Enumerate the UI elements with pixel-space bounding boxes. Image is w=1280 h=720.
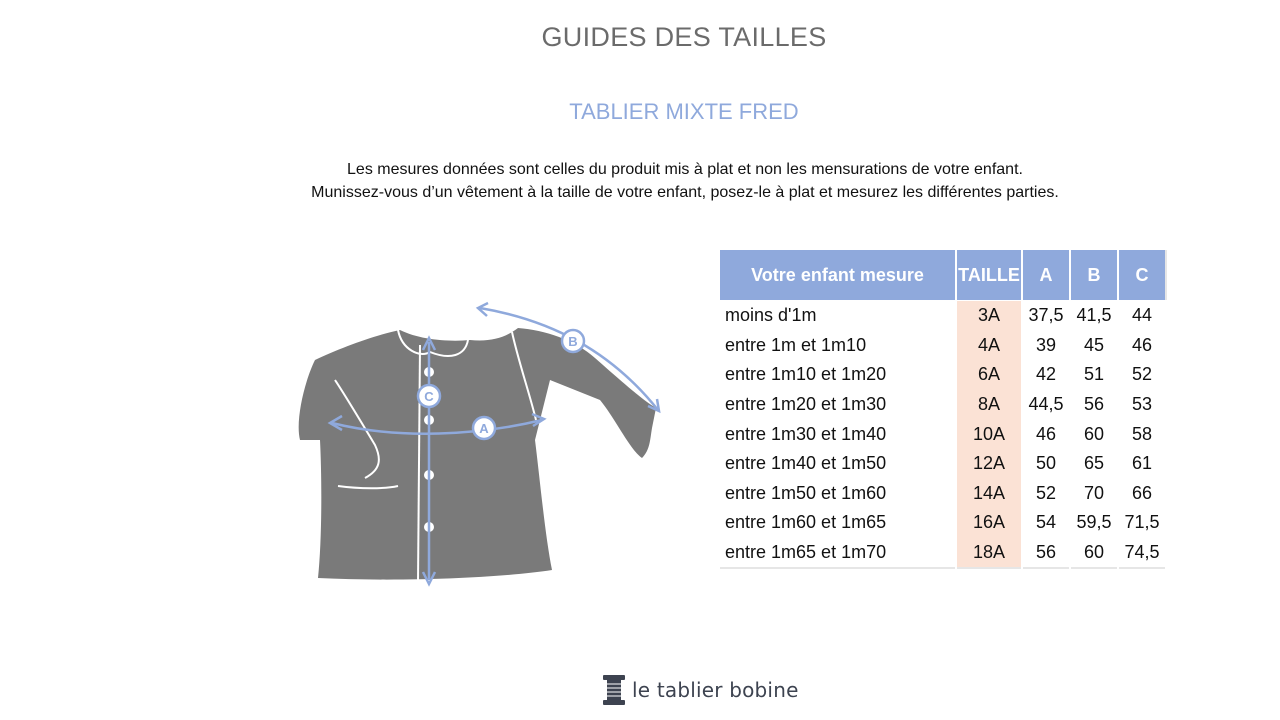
row-b: 41,5 (1070, 301, 1118, 331)
row-c: 53 (1118, 390, 1166, 420)
table-row (720, 449, 1166, 479)
row-a: 50 (1022, 449, 1070, 479)
row-label: moins d'1m (720, 301, 956, 331)
table-row (720, 331, 1166, 361)
row-taille: 4A (956, 331, 1022, 361)
table-row (720, 301, 1166, 331)
row-a: 46 (1022, 419, 1070, 449)
row-a: 37,5 (1022, 301, 1070, 331)
row-a: 44,5 (1022, 390, 1070, 420)
header-c: C (1118, 250, 1166, 301)
table-row (720, 479, 1166, 509)
intro-line-2: Munissez-vous d’un vêtement à la taille de votre enfant, posez-le à plat et mesurez les différentes parties. (311, 184, 1059, 201)
row-b: 59,5 (1070, 508, 1118, 538)
row-c: 61 (1118, 449, 1166, 479)
row-taille: 14A (956, 479, 1022, 509)
row-b: 56 (1070, 390, 1118, 420)
row-a: 54 (1022, 508, 1070, 538)
garment-diagram (290, 300, 670, 590)
row-a: 39 (1022, 331, 1070, 361)
table-header-row (720, 250, 1166, 301)
header-measure: Votre enfant mesure (720, 250, 956, 301)
row-c: 66 (1118, 479, 1166, 509)
row-taille: 6A (956, 360, 1022, 390)
row-a: 56 (1022, 538, 1070, 569)
row-c: 71,5 (1118, 508, 1166, 538)
row-taille: 8A (956, 390, 1022, 420)
row-c: 44 (1118, 301, 1166, 331)
table-row (720, 390, 1166, 420)
badge-a-label: A (479, 421, 489, 436)
row-a: 52 (1022, 479, 1070, 509)
row-b: 51 (1070, 360, 1118, 390)
row-b: 70 (1070, 479, 1118, 509)
table-row (720, 419, 1166, 449)
badge-c (418, 385, 440, 407)
row-taille: 16A (956, 508, 1022, 538)
row-taille: 12A (956, 449, 1022, 479)
intro-line-1: Les mesures données sont celles du produit mis à plat et non les mensurations de votre enfant. (347, 161, 1023, 178)
row-label: entre 1m30 et 1m40 (720, 419, 956, 449)
brand-name: le tablier bobine (632, 678, 799, 702)
table-row (720, 508, 1166, 538)
row-c: 52 (1118, 360, 1166, 390)
product-name: TABLIER MIXTE FRED (569, 99, 799, 124)
row-b: 45 (1070, 331, 1118, 361)
spool-icon (601, 673, 627, 707)
row-c: 74,5 (1118, 538, 1166, 569)
row-taille: 3A (956, 301, 1022, 331)
row-c: 58 (1118, 419, 1166, 449)
apron-shape (299, 328, 656, 580)
page-title: GUIDES DES TAILLES (541, 22, 827, 52)
brand-logo (601, 672, 799, 708)
row-label: entre 1m et 1m10 (720, 331, 956, 361)
row-c: 46 (1118, 331, 1166, 361)
badge-b-label: B (568, 334, 578, 349)
row-label: entre 1m40 et 1m50 (720, 449, 956, 479)
row-label: entre 1m20 et 1m30 (720, 390, 956, 420)
badge-c-label: C (424, 389, 434, 404)
header-a: A (1022, 250, 1070, 301)
table-row (720, 360, 1166, 390)
size-table (720, 250, 1167, 569)
row-a: 42 (1022, 360, 1070, 390)
row-label: entre 1m10 et 1m20 (720, 360, 956, 390)
row-taille: 10A (956, 419, 1022, 449)
badge-a (473, 417, 495, 439)
header-taille: TAILLE (956, 250, 1022, 301)
row-taille: 18A (956, 538, 1022, 569)
row-b: 60 (1070, 419, 1118, 449)
header-b: B (1070, 250, 1118, 301)
intro-text (0, 158, 1280, 204)
row-label: entre 1m60 et 1m65 (720, 508, 956, 538)
row-label: entre 1m50 et 1m60 (720, 479, 956, 509)
badge-b (562, 330, 584, 352)
row-label: entre 1m65 et 1m70 (720, 538, 956, 569)
row-b: 65 (1070, 449, 1118, 479)
row-b: 60 (1070, 538, 1118, 569)
table-row (720, 538, 1166, 569)
